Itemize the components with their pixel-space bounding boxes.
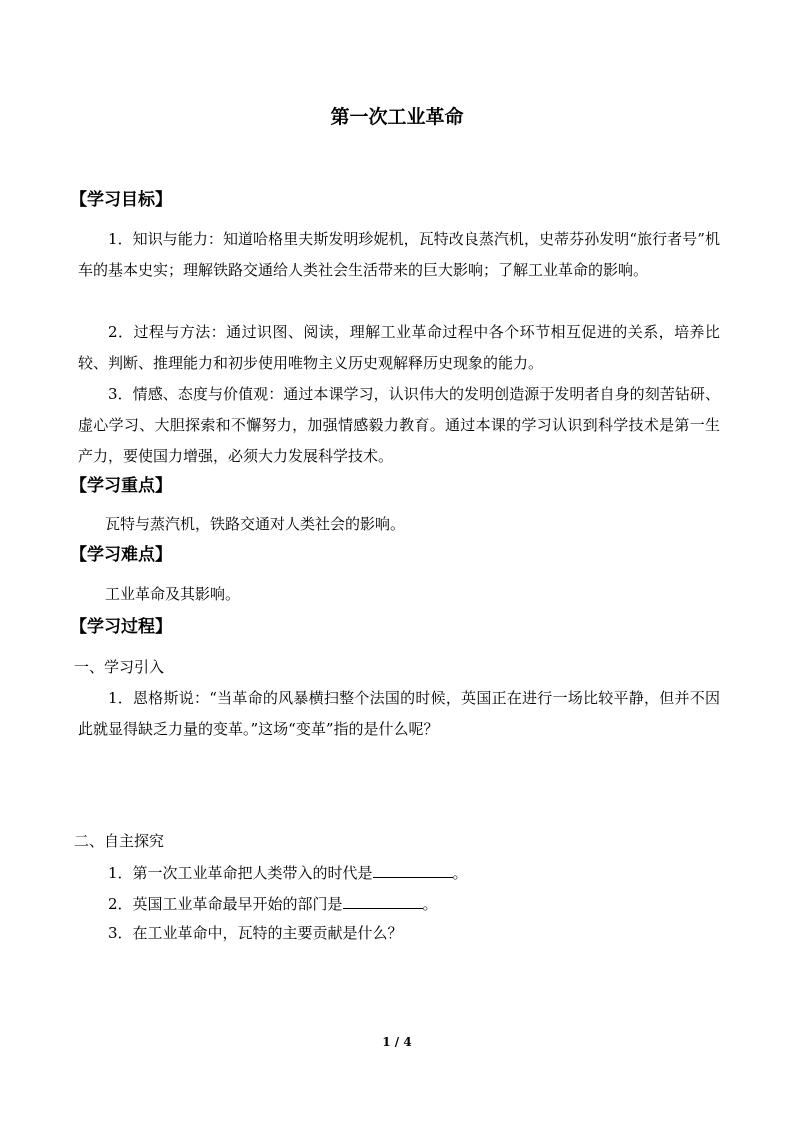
objective-2: 2．过程与方法：通过识图、阅读，理解工业革命过程中各个环节相互促进的关系，培养比较、判断、推理能力和初步使用唯物主义历史观解释历史现象的能力。 xyxy=(78,323,720,372)
explore-heading: 二、自主探究 xyxy=(74,832,165,850)
objective-3: 3．情感、态度与价值观：通过本课学习，认识伟大的发明创造源于发明者自身的刻苦钻研、虚心学习、大胆探索和不懈努力，加强情感毅力教育。通过本课的学习认识到科学技术是第一生产力，要使国力增强，必须大力发展科学技术。 xyxy=(78,385,720,465)
explore-question-1-end: 。 xyxy=(452,864,468,882)
heading-difficulties: 【学习难点】 xyxy=(70,545,172,565)
heading-objectives: 【学习目标】 xyxy=(70,190,172,210)
difficulties-text: 工业革命及其影响。 xyxy=(105,585,241,603)
intro-question-1: 1．恩格斯说：“当革命的风暴横扫整个法国的时候，英国正在进行一场比较平静，但并不因此就显得缺乏力量的变革。”这场“变革”指的是什么呢？ xyxy=(78,689,720,738)
page-number: 1 / 4 xyxy=(382,1035,412,1049)
explore-question-2-end: 。 xyxy=(422,895,438,913)
answer-blank-1[interactable] xyxy=(373,861,453,878)
explore-question-3: 3．在工业革命中，瓦特的主要贡献是什么？ xyxy=(108,924,403,942)
explore-question-2 xyxy=(108,892,438,915)
answer-blank-2[interactable] xyxy=(343,892,423,909)
explore-question-1 xyxy=(108,861,468,884)
explore-question-1-text: 1．第一次工业革命把人类带入的时代是 xyxy=(108,864,373,882)
page-title: 第一次工业革命 xyxy=(330,106,464,128)
key-points-text: 瓦特与蒸汽机，铁路交通对人类社会的影响。 xyxy=(105,515,406,533)
intro-heading: 一、学习引入 xyxy=(74,658,165,676)
explore-question-2-text: 2．英国工业革命最早开始的部门是 xyxy=(108,895,343,913)
heading-process: 【学习过程】 xyxy=(70,617,172,637)
heading-key-points: 【学习重点】 xyxy=(70,476,172,496)
objective-1: 1．知识与能力：知道哈格里夫斯发明珍妮机，瓦特改良蒸汽机，史蒂芬孙发明“旅行者号”机车的基本史实；理解铁路交通给人类社会生活带来的巨大影响；了解工业革命的影响。 xyxy=(78,230,720,279)
